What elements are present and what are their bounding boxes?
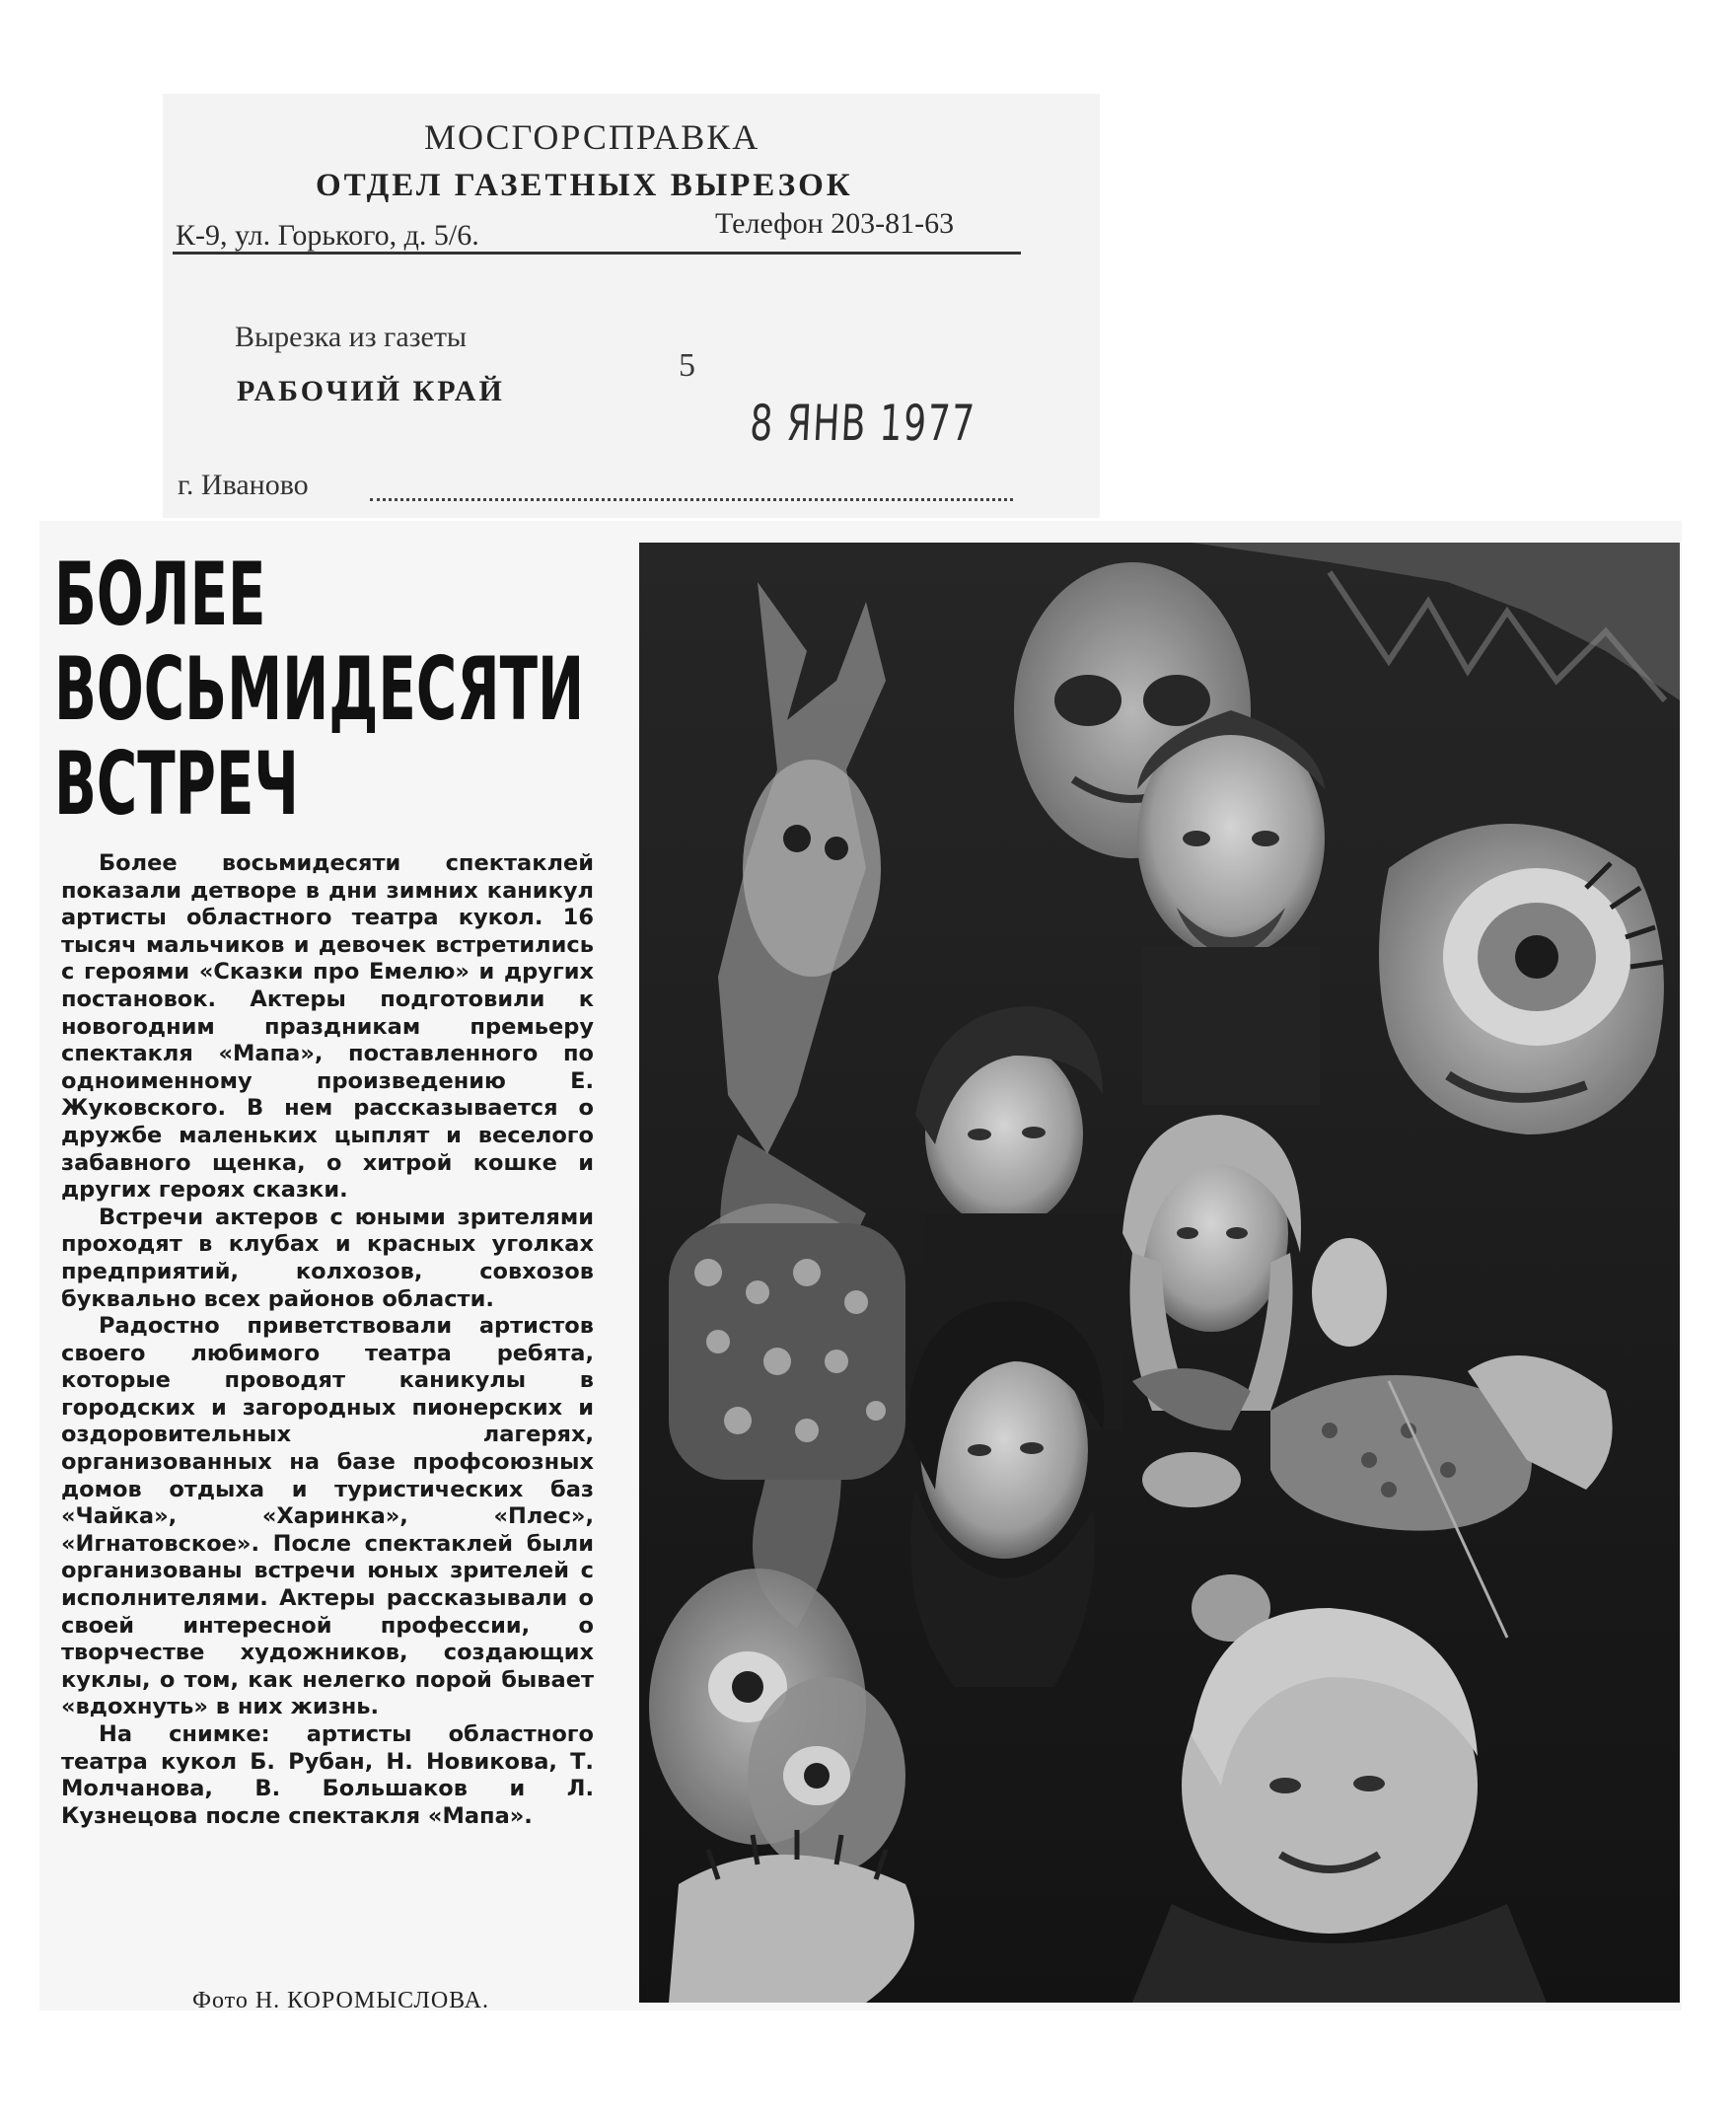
city-dotted-rule xyxy=(370,498,1013,501)
article-body xyxy=(61,850,594,1830)
puppet-photo-illustration xyxy=(639,543,1680,2003)
article-photo xyxy=(639,543,1680,2003)
article-paragraph: Встречи актеров с юными зрителями проходят в клубах и красных уголках предприятий, колхозов, совхозов буквально всех районов области. xyxy=(61,1204,594,1312)
photo-credit: Фото Н. КОРОМЫСЛОВА. xyxy=(192,1988,489,2013)
agency-phone: Телефон 203-81-63 xyxy=(715,207,955,240)
agency-address: К-9, ул. Горького, д. 5/6. xyxy=(176,219,479,252)
source-label: Вырезка из газеты xyxy=(235,321,468,353)
headline-line: БОЛЕЕ xyxy=(54,544,266,645)
date-stamp: 8 ЯНВ 1977 xyxy=(749,395,977,452)
department-name: ОТДЕЛ ГАЗЕТНЫХ ВЫРЕЗОК xyxy=(316,168,853,203)
headline-line: ВСТРЕЧ xyxy=(54,733,299,835)
header-divider xyxy=(173,252,1021,255)
article-paragraph: Радостно приветствовали артистов своего любимого театра ребята, которые проводят каникулы в городских и загородных пионерских и оздоровительных лагерях, организованных на базе профсоюзных домов отдыха и туристических баз «Чайка», «Харинка», «Плес», «Игнатовское». После спектаклей были организованы встречи юных зрителей с исполнителями. Актеры рассказывали о своей интересной профессии, о творчестве художников, создающих куклы, о том, как нелегко порой бывает «вдохнуть» в них жизнь. xyxy=(61,1313,594,1720)
agency-name: МОСГОРСПРАВКА xyxy=(424,117,760,157)
article-headline xyxy=(54,544,585,835)
photo-caption: На снимке: артисты областного театра кукол Б. Рубан, Н. Новикова, Т. Молчанова, В. Большаков и Л. Кузнецова после спектакля «Мапа». xyxy=(61,1721,594,1829)
headline-line: ВОСЬМИДЕСЯТИ xyxy=(54,638,585,740)
city-label: г. Иваново xyxy=(178,469,309,501)
stamp-mark: 5 xyxy=(679,347,695,384)
article-paragraph: Более восьмидесяти спектаклей показали детворе в дни зимних каникул артисты областного театра кукол. 16 тысяч мальчиков и девочек встретились с героями «Сказки про Емелю» и других постановок. Актеры подготовили к новогодним праздникам премьеру спектакля «Мапа», поставленного по одноименному произведению Е. Жуковского. В нем рассказывается о дружбе маленьких цыплят и веселого забавного щенка, о хитрой кошке и других героях сказки. xyxy=(61,850,594,1204)
newspaper-name: РАБОЧИЙ КРАЙ xyxy=(237,375,505,407)
